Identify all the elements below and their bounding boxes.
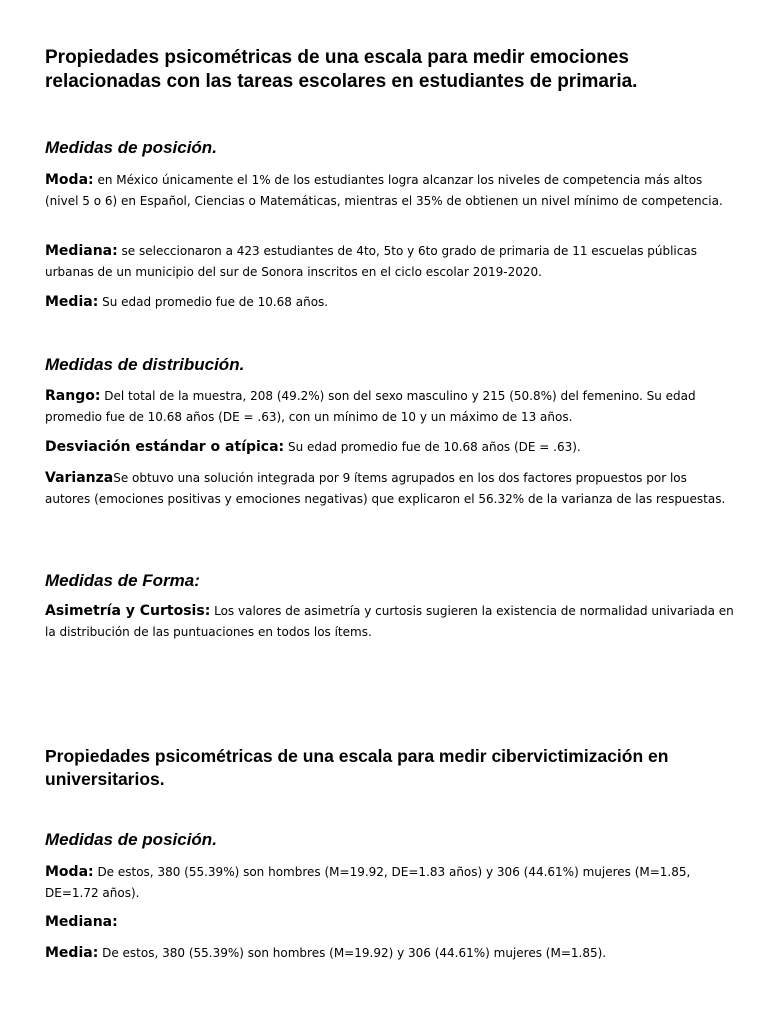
term-label: Rango:	[45, 388, 101, 404]
paragraph-rango	[45, 386, 735, 427]
section-heading-posicion-2: Medidas de posición.	[45, 830, 217, 849]
term-label: Mediana:	[45, 243, 118, 259]
term-label: Desviación estándar o atípica:	[45, 439, 285, 455]
term-text: De estos, 380 (55.39%) son hombres (M=19.92) y 306 (44.61%) mujeres (M=1.85).	[98, 946, 607, 960]
paragraph-media-2	[45, 943, 735, 964]
paragraph-moda	[45, 170, 735, 211]
term-text: Se obtuvo una solución integrada por 9 ítems agrupados en los dos factores propuestos por los autores (emociones positivas y emociones negativas) que explicaron el 56.32% de la varianza de las respuestas.	[45, 471, 726, 506]
paragraph-varianza	[45, 468, 735, 509]
document-title-2: Propiedades psicométricas de una escala para medir cibervictimización en universitarios.	[45, 746, 669, 789]
term-label: Media:	[45, 294, 99, 310]
term-label: Moda:	[45, 172, 94, 188]
paragraph-desviacion	[45, 437, 735, 458]
paragraph-mediana-2	[45, 912, 735, 933]
document-title-1: Propiedades psicométricas de una escala para medir emociones relacionadas con las tareas escolares en estudiantes de primaria.	[45, 47, 638, 92]
term-text: De estos, 380 (55.39%) son hombres (M=19.92, DE=1.83 años) y 306 (44.61%) mujeres (M=1.85, DE=1.72 años).	[45, 865, 691, 900]
term-text: Del total de la muestra, 208 (49.2%) son del sexo masculino y 215 (50.8%) del femenino. Su edad promedio fue de 10.68 años (DE = .63), con un mínimo de 10 y un máximo de 13 años.	[45, 389, 696, 424]
term-text: Su edad promedio fue de 10.68 años (DE = .63).	[284, 440, 581, 454]
paragraph-asimetria	[45, 601, 735, 642]
paragraph-mediana	[45, 241, 735, 282]
term-label: Varianza	[45, 470, 114, 486]
term-label: Mediana:	[45, 914, 118, 930]
section-heading-posicion: Medidas de posición.	[45, 138, 217, 157]
paragraph-moda-2	[45, 862, 735, 903]
term-label: Media:	[45, 945, 99, 961]
paragraph-media	[45, 292, 735, 313]
section-heading-distribucion: Medidas de distribución.	[45, 355, 245, 374]
term-label: Asimetría y Curtosis:	[45, 603, 211, 619]
term-text: Su edad promedio fue de 10.68 años.	[98, 295, 329, 309]
section-heading-forma: Medidas de Forma:	[45, 571, 200, 590]
term-text: se seleccionaron a 423 estudiantes de 4to, 5to y 6to grado de primaria de 11 escuelas públicas urbanas de un municipio del sur de Sonora inscritos en el ciclo escolar 2019-2020.	[45, 244, 697, 279]
term-text: Los valores de asimetría y curtosis sugieren la existencia de normalidad univariada en la distribución de las puntuaciones en todos los ítems.	[45, 604, 734, 639]
term-label: Moda:	[45, 864, 94, 880]
term-text: en México únicamente el 1% de los estudiantes logra alcanzar los niveles de competencia más altos (nivel 5 o 6) en Español, Ciencias o Matemáticas, mientras el 35% de obtienen un nivel mínimo de competencia.	[45, 173, 723, 208]
